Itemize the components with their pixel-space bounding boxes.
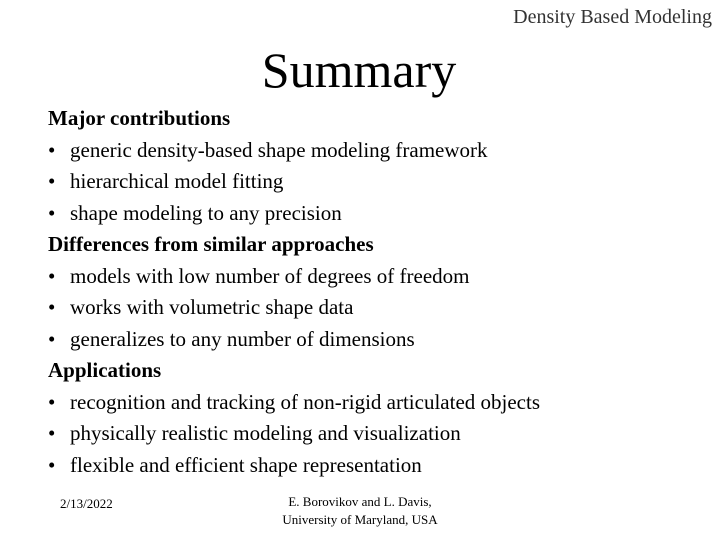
bullet-icon: • (48, 169, 56, 193)
section-heading-applications: Applications (48, 358, 162, 382)
bullet-text: recognition and tracking of non-rigid articulated objects (70, 389, 541, 414)
footer-date: 2/13/2022 (60, 496, 113, 511)
running-header: Density Based Modeling (513, 6, 712, 28)
bullet-icon: • (48, 389, 56, 414)
bullet-text: generalizes to any number of dimensions (70, 326, 415, 351)
bullet-item (48, 387, 708, 419)
section-heading-differences: Differences from similar approaches (48, 232, 374, 256)
bullet-item (48, 198, 708, 230)
bullet-icon: • (48, 452, 56, 477)
bullet-icon: • (48, 137, 56, 162)
bullet-icon: • (48, 295, 56, 319)
bullet-text: flexible and efficient shape representation (70, 452, 422, 477)
bullet-icon: • (48, 421, 56, 445)
slide-title (0, 40, 720, 100)
bullet-item (48, 418, 708, 450)
bullet-text: physically realistic modeling and visualization (70, 421, 461, 445)
bullet-item (48, 450, 708, 482)
bullet-item (48, 292, 708, 324)
bullet-text: works with volumetric shape data (70, 295, 354, 319)
bullet-text: shape modeling to any precision (70, 200, 342, 225)
footer-credit-authors: E. Borovikov and L. Davis, (288, 494, 432, 509)
bullet-icon: • (48, 263, 56, 288)
bullet-text: hierarchical model fitting (70, 169, 284, 193)
section-heading-contributions: Major contributions (48, 106, 231, 130)
bullet-item (48, 324, 708, 356)
footer-credit (230, 493, 490, 529)
bullet-item (48, 261, 708, 293)
footer-credit-affiliation: University of Maryland, USA (282, 512, 438, 527)
bullet-item (48, 135, 708, 167)
slide-body (48, 103, 708, 481)
bullet-icon: • (48, 200, 56, 225)
slide-title-text: Summary (261, 42, 457, 98)
bullet-item (48, 166, 708, 198)
bullet-icon: • (48, 326, 56, 351)
bullet-text: generic density-based shape modeling framework (70, 137, 488, 162)
bullet-text: models with low number of degrees of freedom (70, 263, 470, 288)
